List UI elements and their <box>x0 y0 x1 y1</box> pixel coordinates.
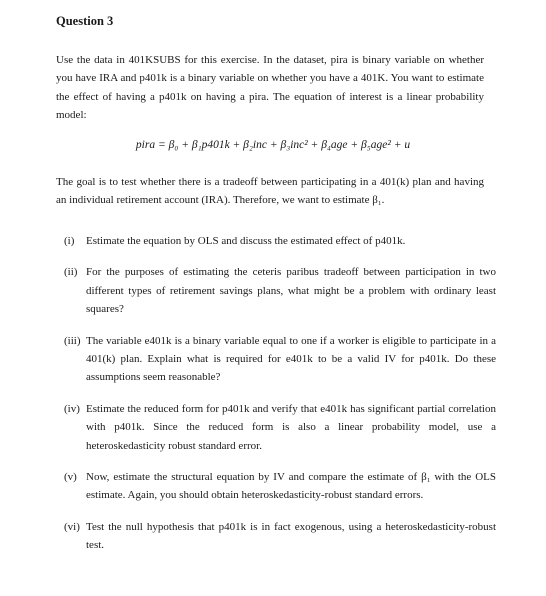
item-number: (iv) <box>64 402 80 415</box>
item-number: (i) <box>64 235 75 247</box>
question-title: Question 3 <box>56 14 114 28</box>
item-text: Estimate the reduced form for p401k and verify that e401k has significant partial correlation with p401k. Since the reduced form is also a linear probability model, use a heteroskedasticity robust standard error. <box>86 402 496 452</box>
question-items <box>56 232 496 568</box>
item-text: Estimate the equation by OLS and discuss the estimated effect of p401k. <box>86 235 406 247</box>
item-number: (vi) <box>64 520 80 533</box>
item-text: Now, estimate the structural equation by IV and compare the estimate of β₁ with the OLS estimate. Again, you should obtain heteroskedasticity-robust standard errors. <box>86 471 496 502</box>
question-item <box>56 468 496 505</box>
model-equation: pira = β₀ + β₁p401k + β₂inc + β₃inc² + β₄age + β₅age² + u <box>135 139 411 151</box>
goal-paragraph: The goal is to test whether there is a tradeoff between participating in a 401(k) plan and having an individual retirement account (IRA). Therefore, we want to estimate β₁. <box>56 176 484 207</box>
item-number: (ii) <box>64 266 78 279</box>
intro-paragraph: Use the data in 401KSUBS for this exercise. In the dataset, pira is binary variable on whether you have IRA and p401k is a binary variable on whether you have a 401K. You want to estimate the effect of having a p401k on having a pira. The equation of interest is a linear probability model: <box>56 54 484 122</box>
item-text: Test the null hypothesis that p401k is in fact exogenous, using a heteroskedasticity-robust test. <box>86 520 496 552</box>
question-item <box>56 232 496 250</box>
item-number: (v) <box>64 471 77 484</box>
question-item <box>56 263 496 318</box>
question-item <box>56 518 496 555</box>
item-text: The variable e401k is a binary variable equal to one if a worker is eligible to participate in a 401(k) plan. Explain what is required for e401k to be a valid IV for p401k. Do these assumptions seem reasonable? <box>86 334 496 384</box>
item-text: For the purposes of estimating the ceteris paribus tradeoff between participation in two different types of retirement savings plans, what might be a problem with ordinary least squares? <box>86 266 496 316</box>
question-item <box>56 332 496 387</box>
item-number: (iii) <box>64 334 81 347</box>
question-item <box>56 400 496 455</box>
